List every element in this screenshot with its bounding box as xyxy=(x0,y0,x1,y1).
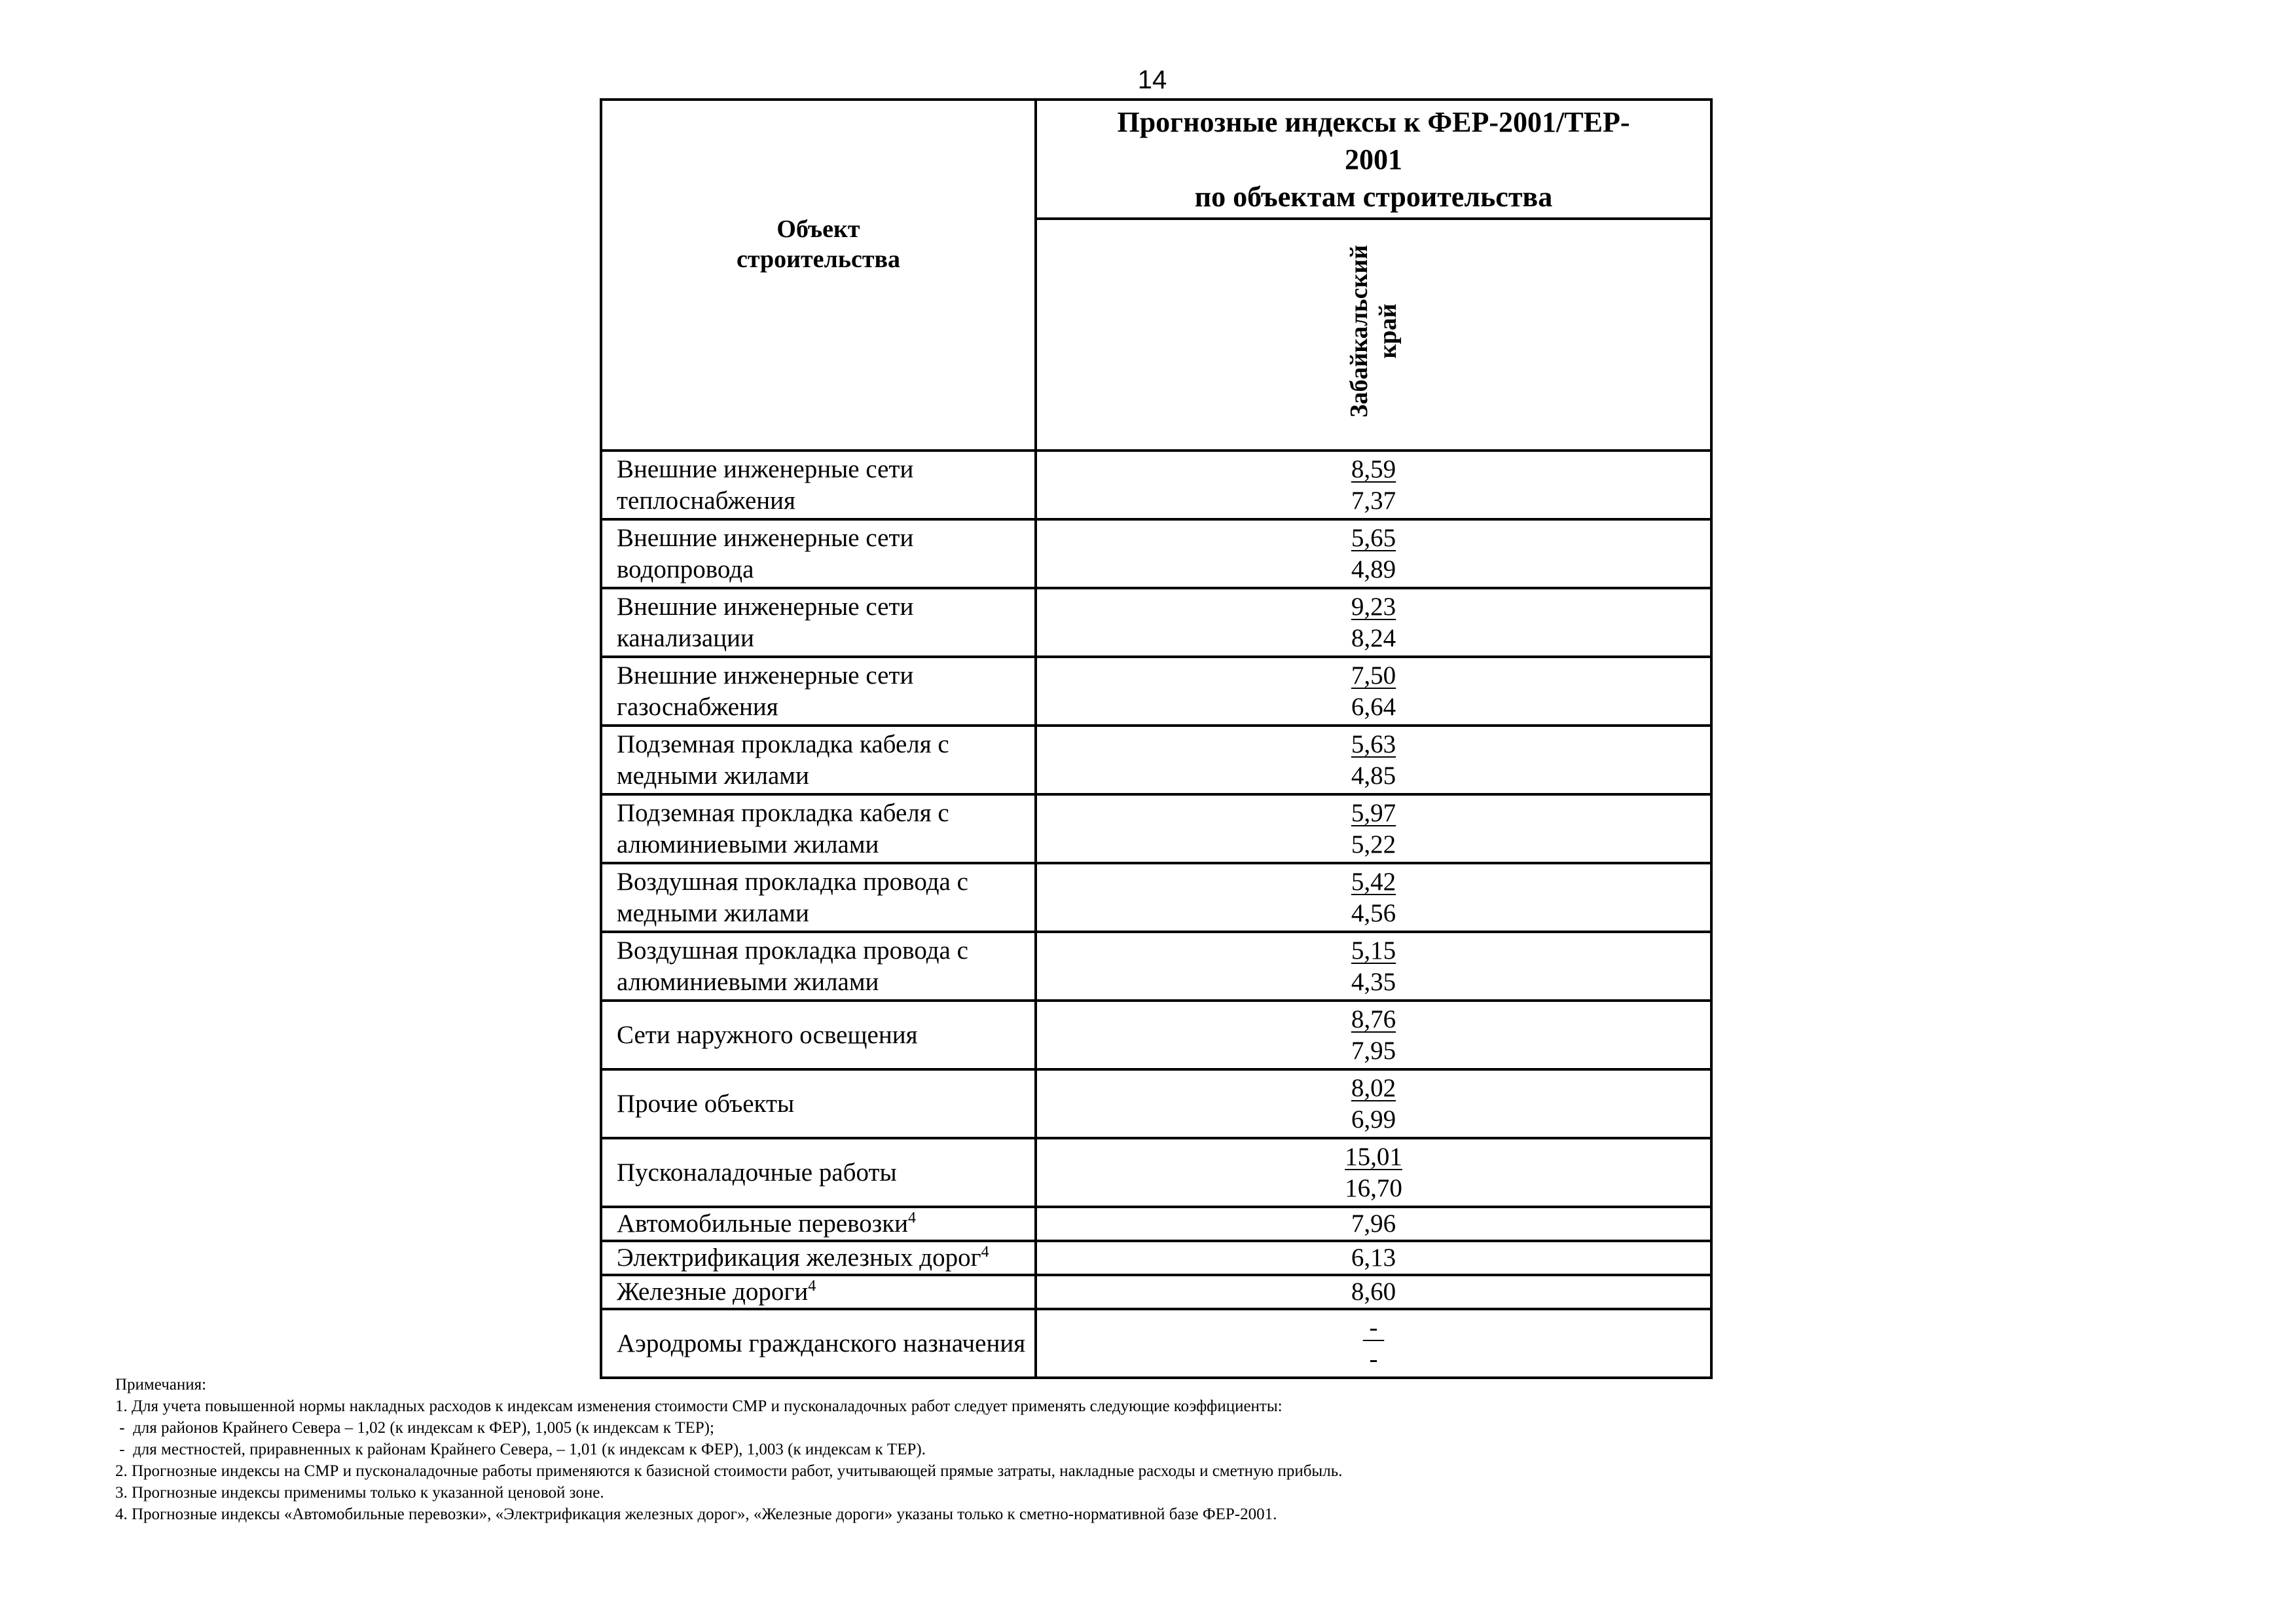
value-cell: 8,60 xyxy=(1036,1275,1711,1309)
object-cell: Внешние инженерные сети канализации xyxy=(601,588,1036,657)
value-cell: 6,13 xyxy=(1036,1241,1711,1275)
title-line1: Прогнозные индексы к ФЕР-2001/ТЕР- xyxy=(1117,105,1630,138)
table-row xyxy=(601,1069,1711,1138)
page-number: 14 xyxy=(1137,65,1167,94)
footnote-mark: 4 xyxy=(981,1244,989,1261)
object-cell: Пусконаладочные работы xyxy=(601,1138,1036,1207)
table-row xyxy=(601,794,1711,863)
table-title xyxy=(1036,100,1711,219)
table-row xyxy=(601,863,1711,932)
object-cell: Сети наружного освещения xyxy=(601,1001,1036,1069)
value-cell xyxy=(1036,1069,1711,1138)
note-item: 1. Для учета повышенной нормы накладных расходов к индексам изменения стоимости СМР и пусконаладочных работ следует применять следующие коэффициенты: xyxy=(115,1397,1283,1415)
fer-value: 5,65 xyxy=(1351,523,1396,552)
region-line1: Забайкальский xyxy=(1345,245,1373,418)
value-cell xyxy=(1036,588,1711,657)
footnote-mark: 4 xyxy=(908,1209,917,1227)
object-cell: Аэродромы гражданского назначения xyxy=(601,1309,1036,1378)
fer-value: - xyxy=(1362,1313,1385,1342)
table-row xyxy=(601,932,1711,1001)
note-item: - для районов Крайнего Севера – 1,02 (к индексам к ФЕР), 1,005 (к индексам к ТЕР); xyxy=(115,1419,714,1437)
table-row xyxy=(601,1309,1711,1378)
table-row xyxy=(601,1138,1711,1207)
fer-value: 5,15 xyxy=(1351,936,1396,965)
ter-value: 4,56 xyxy=(1351,898,1396,927)
value-cell xyxy=(1036,932,1711,1001)
value-cell xyxy=(1036,451,1711,519)
table-row xyxy=(601,726,1711,794)
fer-value: 15,01 xyxy=(1345,1142,1402,1171)
object-cell: Прочие объекты xyxy=(601,1069,1036,1138)
value-cell xyxy=(1036,863,1711,932)
value-cell: 7,96 xyxy=(1036,1207,1711,1241)
object-cell xyxy=(601,1241,1036,1275)
table-row xyxy=(601,588,1711,657)
object-cell: Воздушная прокладка провода с медными жилами xyxy=(601,863,1036,932)
object-header-line2: строительства xyxy=(736,245,901,273)
object-header-line1: Объект xyxy=(776,215,860,243)
note-item: - для местностей, приравненных к районам Крайнего Севера, – 1,01 (к индексам к ФЕР), 1,003 (к индексам к ТЕР). xyxy=(115,1441,926,1458)
ter-value: 7,37 xyxy=(1351,486,1396,515)
object-cell: Подземная прокладка кабеля с алюминиевыми жилами xyxy=(601,794,1036,863)
object-cell: Подземная прокладка кабеля с медными жилами xyxy=(601,726,1036,794)
object-cell: Внешние инженерные сети водопровода xyxy=(601,519,1036,588)
table-row xyxy=(601,519,1711,588)
object-cell: Воздушная прокладка провода с алюминиевыми жилами xyxy=(601,932,1036,1001)
title-line3: по объектам строительства xyxy=(1194,180,1553,213)
ter-value: 4,85 xyxy=(1351,761,1396,790)
footnote-mark: 4 xyxy=(808,1278,816,1295)
ter-value: 5,22 xyxy=(1351,830,1396,858)
value-cell xyxy=(1036,519,1711,588)
object-cell xyxy=(601,1207,1036,1241)
note-item: 2. Прогнозные индексы на СМР и пусконаладочные работы применяются к базисной стоимости работ, учитывающей прямые затраты, накладные расходы и сметную прибыль. xyxy=(115,1462,1343,1480)
fer-value: 5,42 xyxy=(1351,867,1396,896)
table-row xyxy=(601,1241,1711,1275)
ter-value: 6,64 xyxy=(1351,692,1396,721)
ter-value: 4,89 xyxy=(1351,555,1396,583)
object-label: Автомобильные перевозки xyxy=(617,1209,909,1238)
ter-value: - xyxy=(1369,1344,1378,1373)
note-item: 4. Прогнозные индексы «Автомобильные перевозки», «Электрификация железных дорог», «Железные дороги» указаны только к сметно-нормативной базе ФЕР-2001. xyxy=(115,1505,1277,1523)
title-line2: 2001 xyxy=(1345,143,1402,175)
fer-value: 8,59 xyxy=(1351,454,1396,483)
table-row xyxy=(601,657,1711,726)
region-column-header xyxy=(1036,219,1711,451)
value-cell xyxy=(1036,1001,1711,1069)
fer-value: 5,63 xyxy=(1351,729,1396,758)
ter-value: 8,24 xyxy=(1351,623,1396,652)
object-cell: Внешние инженерные сети газоснабжения xyxy=(601,657,1036,726)
object-label: Железные дороги xyxy=(617,1278,809,1306)
value-cell xyxy=(1036,1309,1711,1378)
fer-value: 8,02 xyxy=(1351,1073,1396,1102)
index-table xyxy=(600,98,1713,1379)
value-cell xyxy=(1036,1138,1711,1207)
note-item: 3. Прогнозные индексы применимы только к указанной ценовой зоне. xyxy=(115,1484,604,1502)
value-cell xyxy=(1036,726,1711,794)
table-row xyxy=(601,1207,1711,1241)
ter-value: 16,70 xyxy=(1345,1173,1402,1202)
region-line2: край xyxy=(1374,304,1402,359)
value-cell xyxy=(1036,794,1711,863)
table-row xyxy=(601,451,1711,519)
table-header-row xyxy=(601,100,1711,219)
object-column-header xyxy=(601,100,1036,451)
fer-value: 5,97 xyxy=(1351,798,1396,827)
object-cell: Внешние инженерные сети теплоснабжения xyxy=(601,451,1036,519)
ter-value: 4,35 xyxy=(1351,967,1396,996)
table-row xyxy=(601,1275,1711,1309)
table-row xyxy=(601,1001,1711,1069)
fer-value: 8,76 xyxy=(1351,1005,1396,1033)
ter-value: 6,99 xyxy=(1351,1105,1396,1134)
object-cell xyxy=(601,1275,1036,1309)
value-cell xyxy=(1036,657,1711,726)
object-label: Электрификация железных дорог xyxy=(617,1244,981,1272)
ter-value: 7,95 xyxy=(1351,1036,1396,1065)
fer-value: 9,23 xyxy=(1351,592,1396,621)
notes-heading: Примечания: xyxy=(115,1376,207,1393)
region-label xyxy=(1345,245,1402,418)
fer-value: 7,50 xyxy=(1351,661,1396,690)
notes xyxy=(115,1374,2210,1525)
